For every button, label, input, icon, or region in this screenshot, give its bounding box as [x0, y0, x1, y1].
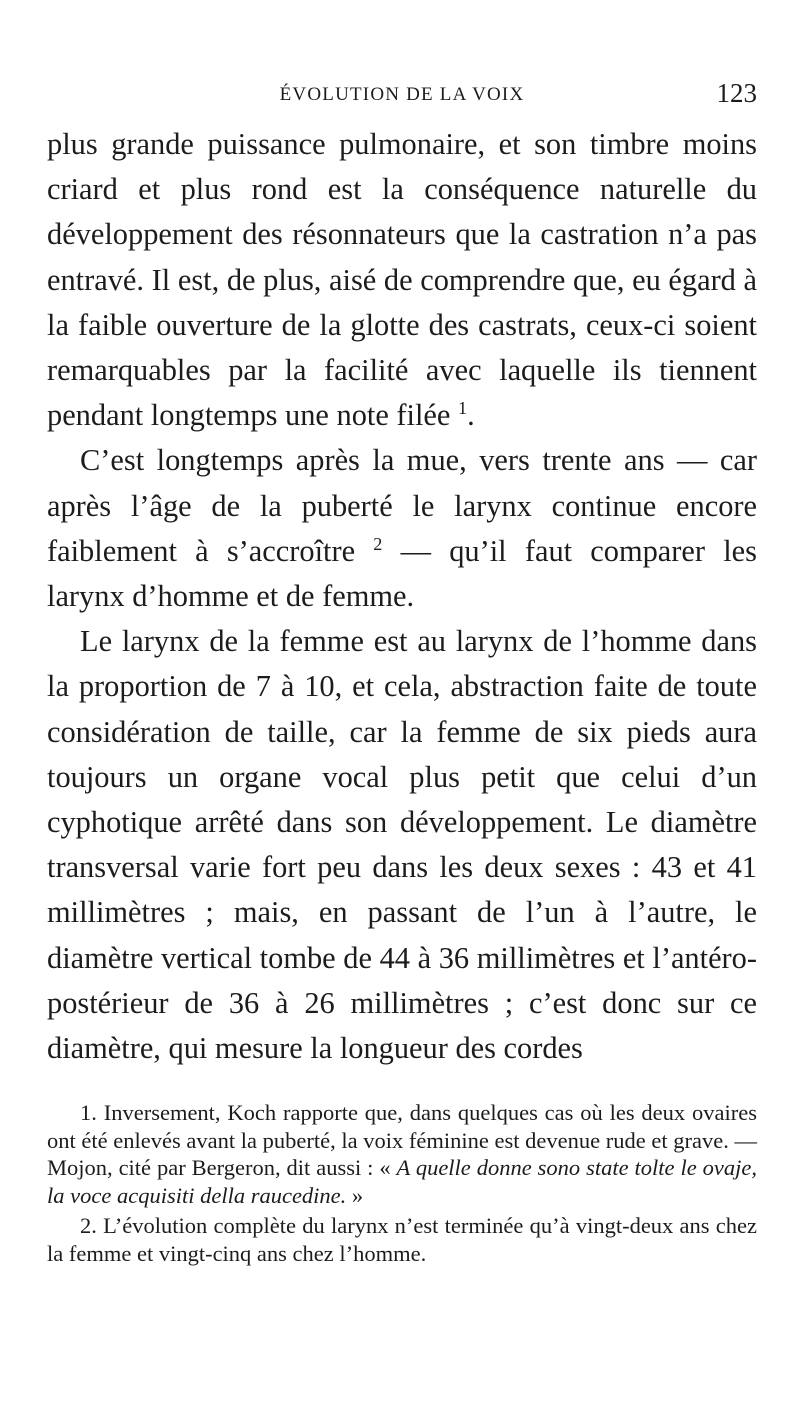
paragraph-2-text-a: C’est longtemps après la mue, vers trente ans — car après l’âge de la puberté le larynx continue encore faiblement à s’accroître [47, 443, 757, 568]
footnote-reference-2: 2 [373, 533, 383, 554]
footnote-1-number: 1. [80, 1100, 97, 1126]
paragraph-3: Le larynx de la femme est au larynx de l’homme dans la proportion de 7 à 10, et cela, abstraction faite de toute considération de taille, car la femme de six pieds aura toujours un organe vocal plus petit que celui d’un cyphotique arrêté dans son développement. Le diamètre transversal varie fort peu dans les deux sexes : 43 et 41 millimètres ; mais, en passant de l’un à l’autre, le diamètre vertical tombe de 44 à 36 millimètres et l’antéro-postérieur de 36 à 26 millimètres ; c’est donc sur ce diamètre, qui mesure la longueur des cordes [47, 624, 757, 1066]
paragraph-1-end: . [467, 398, 475, 433]
footnote-1-quote: A quelle donne sono state tolte le ovaje, la voce acquisiti della raucedine. [47, 1155, 757, 1208]
page-header [47, 78, 757, 122]
footnote-reference-1: 1 [458, 398, 468, 419]
footnote-1 [47, 1099, 757, 1209]
footnotes [47, 1099, 757, 1267]
running-title: ÉVOLUTION DE LA VOIX [279, 84, 525, 105]
footnote-2-text: L’évolution complète du larynx n’est terminée qu’à vingt-deux ans chez la femme et vingt-cinq ans chez l’homme. [47, 1213, 757, 1266]
page-number: 123 [716, 78, 757, 108]
paragraph-1-text: plus grande puissance pulmonaire, et son timbre moins criard et plus rond est la conséquence naturelle du développement des résonnateurs que la castration n’a pas entravé. Il est, de plus, aisé de comprendre que, eu égard à la faible ouverture de la glotte des castrats, ceux-ci soient remarquables par la facilité avec laquelle ils tiennent pendant longtemps une note filée [47, 127, 757, 433]
footnote-1-close: » [346, 1182, 364, 1208]
footnote-2 [47, 1212, 757, 1267]
paragraph-continued [47, 122, 757, 438]
footnote-2-number: 2. [80, 1213, 97, 1239]
paragraph-2 [47, 438, 757, 619]
footnote-1-text: Inversement, Koch rapporte que, dans quelques cas où les deux ovaires ont été enlevés avant la puberté, la voix féminine est devenue rude et grave. — Mojon, cité par Bergeron, dit aussi : « [47, 1100, 757, 1181]
book-page [47, 78, 757, 1267]
paragraph-2-text-b: — qu’il faut comparer les larynx d’homme et de femme. [47, 533, 757, 614]
body-text [47, 122, 757, 1071]
